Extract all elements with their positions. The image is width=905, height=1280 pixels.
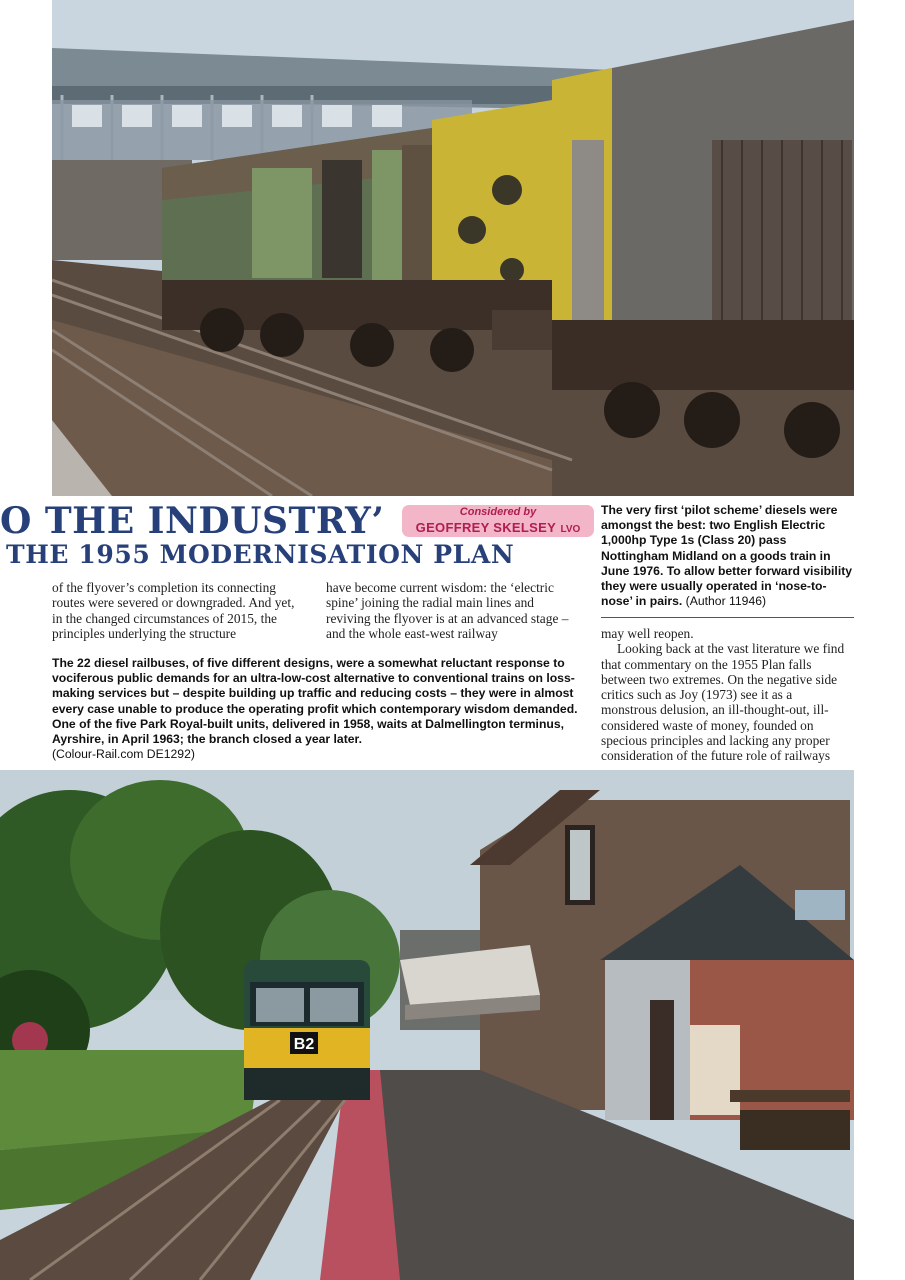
bottom-caption-credit: (Colour-Rail.com DE1292) (52, 747, 195, 762)
author-byline-badge (402, 505, 594, 537)
body-paragraph: may well reopen. (601, 626, 694, 641)
top-caption-text: The very first ‘pilot scheme’ diesels were amongst the best: two English Electric 1,000hp Type 1s (Class 20) pass Nottingham Midland on a goods train in June 1976. To allow better forward visibility they were usually operated in ‘nose-to-nose’ in pairs. (601, 503, 853, 609)
body-paragraph: have become current wisdom: the ‘electric spine’ joining the radial main lines and reviving the flyover is at an advanced stage – and the whole east-west railway (326, 580, 569, 641)
byline-label: Considered by (459, 506, 537, 518)
body-column-2 (326, 580, 576, 641)
railbus-headcode: B2 (293, 1036, 315, 1053)
bottom-caption-text: The 22 diesel railbuses, of five different designs, were a somewhat reluctant response to vociferous public demands for an ultra-low-cost alternative to conventional trains on loss-making services but – despite building up traffic and reducing costs – they were in almost every case unable to produce the operating profit which contemporary wisdom demanded. One of the five Park Royal-built units, delivered in 1958, waits at Dalmellington terminus, Ayrshire, in April 1963; the branch closed a year later. (52, 656, 578, 747)
top-caption-credit: (Author 11946) (685, 594, 767, 609)
body-column-1 (52, 580, 297, 641)
body-paragraph: of the flyover’s completion its connecting routes were severed or downgraded. And yet, in the changed circumstances of 2015, the principles underlying the structure (52, 580, 295, 641)
body-paragraph: Looking back at the vast literature we find that commentary on the 1955 Plan falls between two extremes. On the negative side critics such as Joy (1973) see it as a monstrous delusion, an ill-thought-out, ill-considered waste of money, founded on specious principles and lacking any proper consideration of the future role of railways (601, 641, 845, 764)
byline-postnominal: LVO (560, 524, 581, 535)
byline-author: GEOFFREY SKELSEY (415, 520, 557, 535)
article-subheadline: THE 1955 MODERNISATION PLAN (6, 540, 515, 569)
caption-divider (601, 617, 854, 618)
article-headline: O THE INDUSTRY’ (0, 500, 385, 542)
top-photo-class20-locomotives (52, 0, 854, 496)
body-column-3 (601, 626, 851, 764)
top-photo-caption (601, 503, 853, 609)
bottom-photo-caption (52, 656, 582, 762)
bottom-photo-railbus-dalmellington (0, 770, 854, 1280)
